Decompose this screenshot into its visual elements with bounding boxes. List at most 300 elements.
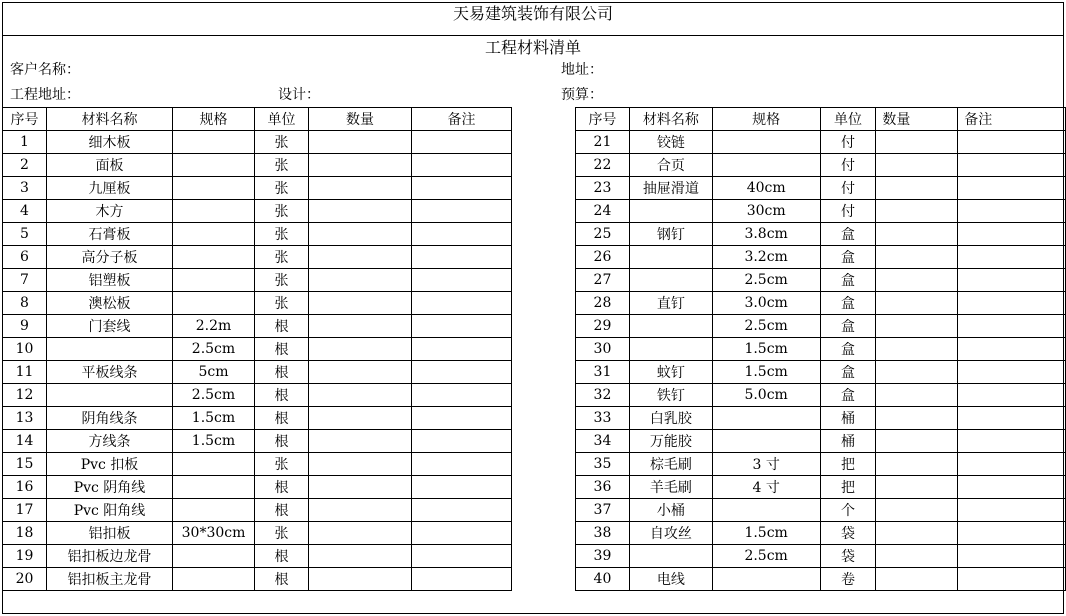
quantity-cell (309, 499, 412, 522)
material-spec (712, 568, 820, 591)
quantity-cell (876, 476, 958, 499)
remark-cell (958, 292, 1066, 315)
quantity-cell (876, 315, 958, 338)
table-row (3, 292, 512, 315)
remark-cell (412, 476, 512, 499)
remark-cell (958, 315, 1066, 338)
remark-cell (412, 361, 512, 384)
row-number: 8 (3, 292, 47, 315)
quantity-cell (309, 522, 412, 545)
header-remark: 备注 (412, 108, 512, 131)
material-unit: 个 (820, 499, 876, 522)
quantity-cell (876, 522, 958, 545)
remark-cell (958, 476, 1066, 499)
material-spec: 3.2cm (712, 246, 820, 269)
quantity-cell (876, 499, 958, 522)
row-number: 17 (3, 499, 47, 522)
remark-cell (412, 131, 512, 154)
row-number: 40 (576, 568, 630, 591)
row-number: 29 (576, 315, 630, 338)
quantity-cell (876, 338, 958, 361)
material-spec: 1.5cm (712, 361, 820, 384)
quantity-cell (309, 430, 412, 453)
row-number: 26 (576, 246, 630, 269)
material-spec (712, 430, 820, 453)
quantity-cell (309, 315, 412, 338)
quantity-cell (876, 361, 958, 384)
row-number: 22 (576, 154, 630, 177)
row-number: 39 (576, 545, 630, 568)
material-name (47, 384, 173, 407)
remark-cell (412, 338, 512, 361)
table-row (3, 384, 512, 407)
table-header-row (576, 108, 1066, 131)
remark-cell (412, 177, 512, 200)
row-number: 13 (3, 407, 47, 430)
material-unit: 把 (820, 453, 876, 476)
material-unit: 张 (255, 522, 309, 545)
row-number: 34 (576, 430, 630, 453)
table-row (576, 499, 1066, 522)
quantity-cell (876, 269, 958, 292)
table-row (576, 384, 1066, 407)
client-name-label: 客户名称： (10, 62, 80, 78)
material-spec: 2.5cm (173, 338, 255, 361)
row-number: 27 (576, 269, 630, 292)
remark-cell (412, 223, 512, 246)
material-unit: 根 (255, 476, 309, 499)
material-name: 羊毛刷 (629, 476, 712, 499)
quantity-cell (309, 453, 412, 476)
quantity-cell (876, 430, 958, 453)
quantity-cell (309, 177, 412, 200)
material-spec (173, 453, 255, 476)
material-spec: 3.0cm (712, 292, 820, 315)
material-unit: 盒 (820, 315, 876, 338)
row-number: 9 (3, 315, 47, 338)
header-spec: 规格 (173, 108, 255, 131)
remark-cell (958, 453, 1066, 476)
material-name: 抽屉滑道 (629, 177, 712, 200)
material-name: 电线 (629, 568, 712, 591)
table-row (3, 545, 512, 568)
remark-cell (958, 269, 1066, 292)
remark-cell (958, 200, 1066, 223)
quantity-cell (876, 407, 958, 430)
table-row (3, 453, 512, 476)
remark-cell (958, 499, 1066, 522)
material-unit: 根 (255, 430, 309, 453)
quantity-cell (309, 131, 412, 154)
material-name: 阴角线条 (47, 407, 173, 430)
table-row (576, 246, 1066, 269)
material-name: 钢钉 (629, 223, 712, 246)
table-header-row (3, 108, 512, 131)
table-row (3, 177, 512, 200)
row-number: 16 (3, 476, 47, 499)
remark-cell (958, 338, 1066, 361)
material-unit: 付 (820, 177, 876, 200)
material-spec: 2.5cm (712, 269, 820, 292)
remark-cell (412, 292, 512, 315)
material-name: 细木板 (47, 131, 173, 154)
table-row (3, 476, 512, 499)
table-row (3, 499, 512, 522)
material-unit: 付 (820, 200, 876, 223)
row-number: 33 (576, 407, 630, 430)
material-name (629, 269, 712, 292)
table-row (576, 568, 1066, 591)
remark-cell (958, 154, 1066, 177)
material-unit: 张 (255, 154, 309, 177)
quantity-cell (876, 545, 958, 568)
row-number: 12 (3, 384, 47, 407)
quantity-cell (309, 476, 412, 499)
quantity-cell (309, 384, 412, 407)
quantity-cell (876, 200, 958, 223)
material-unit: 把 (820, 476, 876, 499)
row-number: 25 (576, 223, 630, 246)
material-name: 澳松板 (47, 292, 173, 315)
material-unit: 张 (255, 246, 309, 269)
designer-label: 设计： (278, 87, 320, 103)
table-row (3, 522, 512, 545)
remark-cell (958, 568, 1066, 591)
material-spec: 3.8cm (712, 223, 820, 246)
quantity-cell (876, 223, 958, 246)
quantity-cell (309, 407, 412, 430)
remark-cell (958, 361, 1066, 384)
material-spec (173, 499, 255, 522)
quantity-cell (876, 292, 958, 315)
table-row (576, 361, 1066, 384)
row-number: 3 (3, 177, 47, 200)
material-spec (712, 499, 820, 522)
row-number: 1 (3, 131, 47, 154)
material-name: 小桶 (629, 499, 712, 522)
quantity-cell (309, 292, 412, 315)
quantity-cell (309, 568, 412, 591)
material-unit: 盒 (820, 223, 876, 246)
address-label: 地址： (561, 62, 603, 78)
material-spec (173, 177, 255, 200)
material-name (629, 338, 712, 361)
quantity-cell (309, 200, 412, 223)
material-spec (712, 131, 820, 154)
material-unit: 根 (255, 407, 309, 430)
row-number: 36 (576, 476, 630, 499)
table-row (576, 545, 1066, 568)
header-unit: 单位 (820, 108, 876, 131)
material-unit: 根 (255, 499, 309, 522)
material-name (629, 315, 712, 338)
remark-cell (958, 430, 1066, 453)
material-unit: 根 (255, 338, 309, 361)
material-name: 铝塑板 (47, 269, 173, 292)
material-unit: 盒 (820, 269, 876, 292)
quantity-cell (309, 545, 412, 568)
material-spec: 3 寸 (712, 453, 820, 476)
material-spec: 2.5cm (712, 545, 820, 568)
material-name: 方线条 (47, 430, 173, 453)
material-name: 合页 (629, 154, 712, 177)
material-unit: 根 (255, 545, 309, 568)
row-number: 38 (576, 522, 630, 545)
material-unit: 盒 (820, 384, 876, 407)
header-qty: 数量 (876, 108, 958, 131)
row-number: 23 (576, 177, 630, 200)
material-name: 棕毛刷 (629, 453, 712, 476)
table-row (576, 177, 1066, 200)
material-spec: 5.0cm (712, 384, 820, 407)
material-spec: 1.5cm (173, 407, 255, 430)
row-number: 6 (3, 246, 47, 269)
material-unit: 张 (255, 131, 309, 154)
row-number: 4 (3, 200, 47, 223)
material-spec (173, 246, 255, 269)
remark-cell (958, 131, 1066, 154)
row-number: 31 (576, 361, 630, 384)
remark-cell (412, 384, 512, 407)
remark-cell (958, 246, 1066, 269)
row-number: 24 (576, 200, 630, 223)
quantity-cell (876, 384, 958, 407)
quantity-cell (309, 269, 412, 292)
quantity-cell (309, 223, 412, 246)
table-row (3, 315, 512, 338)
row-number: 18 (3, 522, 47, 545)
material-unit: 张 (255, 269, 309, 292)
table-row (3, 154, 512, 177)
material-unit: 卷 (820, 568, 876, 591)
remark-cell (412, 246, 512, 269)
form-title: 工程材料清单 (484, 38, 581, 57)
material-name: Pvc 阳角线 (47, 499, 173, 522)
material-name: 蚊钉 (629, 361, 712, 384)
material-spec (173, 545, 255, 568)
material-unit: 袋 (820, 522, 876, 545)
quantity-cell (309, 338, 412, 361)
material-unit: 根 (255, 568, 309, 591)
table-row (3, 223, 512, 246)
quantity-cell (309, 154, 412, 177)
material-unit: 张 (255, 200, 309, 223)
row-number: 30 (576, 338, 630, 361)
remark-cell (412, 407, 512, 430)
table-row (576, 476, 1066, 499)
material-name: 平板线条 (47, 361, 173, 384)
material-unit: 桶 (820, 430, 876, 453)
row-number: 37 (576, 499, 630, 522)
material-name: 门套线 (47, 315, 173, 338)
table-row (3, 131, 512, 154)
table-row (576, 338, 1066, 361)
material-spec (173, 200, 255, 223)
quantity-cell (876, 246, 958, 269)
material-spec: 30*30cm (173, 522, 255, 545)
quantity-cell (876, 453, 958, 476)
material-unit: 盒 (820, 246, 876, 269)
quantity-cell (876, 177, 958, 200)
material-unit: 盒 (820, 361, 876, 384)
remark-cell (412, 154, 512, 177)
row-number: 14 (3, 430, 47, 453)
material-spec (173, 154, 255, 177)
materials-table-right (575, 107, 1066, 591)
header-no: 序号 (576, 108, 630, 131)
material-unit: 付 (820, 154, 876, 177)
material-spec: 2.5cm (712, 315, 820, 338)
row-number: 7 (3, 269, 47, 292)
table-row (576, 315, 1066, 338)
material-name: 铝扣板 (47, 522, 173, 545)
remark-cell (412, 269, 512, 292)
remark-cell (958, 177, 1066, 200)
company-name: 天易建筑装饰有限公司 (2, 2, 1064, 36)
material-name: 铝扣板边龙骨 (47, 545, 173, 568)
remark-cell (958, 522, 1066, 545)
row-number: 28 (576, 292, 630, 315)
material-name: 石膏板 (47, 223, 173, 246)
row-number: 35 (576, 453, 630, 476)
table-row (576, 292, 1066, 315)
remark-cell (412, 315, 512, 338)
material-name: 白乳胶 (629, 407, 712, 430)
budget-label: 预算： (561, 87, 603, 103)
remark-cell (958, 545, 1066, 568)
row-number: 5 (3, 223, 47, 246)
quantity-cell (876, 131, 958, 154)
material-spec: 40cm (712, 177, 820, 200)
material-spec (712, 407, 820, 430)
material-spec (173, 131, 255, 154)
table-row (576, 200, 1066, 223)
table-row (576, 131, 1066, 154)
material-unit: 袋 (820, 545, 876, 568)
material-unit: 张 (255, 177, 309, 200)
table-row (576, 453, 1066, 476)
table-row (576, 223, 1066, 246)
remark-cell (958, 407, 1066, 430)
table-row (576, 269, 1066, 292)
material-spec: 4 寸 (712, 476, 820, 499)
material-spec (712, 154, 820, 177)
header-remark: 备注 (958, 108, 1066, 131)
table-row (3, 407, 512, 430)
material-unit: 张 (255, 223, 309, 246)
material-unit: 桶 (820, 407, 876, 430)
table-row (3, 361, 512, 384)
row-number: 15 (3, 453, 47, 476)
material-spec: 1.5cm (173, 430, 255, 453)
material-unit: 盒 (820, 338, 876, 361)
site-address-label: 工程地址： (10, 87, 80, 103)
row-number: 19 (3, 545, 47, 568)
header-no: 序号 (3, 108, 47, 131)
table-row (3, 430, 512, 453)
table-row (576, 407, 1066, 430)
remark-cell (412, 522, 512, 545)
material-name (629, 200, 712, 223)
remark-cell (412, 453, 512, 476)
material-unit: 张 (255, 453, 309, 476)
material-spec (173, 269, 255, 292)
remark-cell (958, 223, 1066, 246)
material-name: 万能胶 (629, 430, 712, 453)
material-name: Pvc 阴角线 (47, 476, 173, 499)
material-name: 高分子板 (47, 246, 173, 269)
remark-cell (412, 568, 512, 591)
material-name (629, 545, 712, 568)
material-spec: 2.2m (173, 315, 255, 338)
material-name: 面板 (47, 154, 173, 177)
remark-cell (958, 384, 1066, 407)
remark-cell (412, 499, 512, 522)
material-spec (173, 476, 255, 499)
remark-cell (412, 545, 512, 568)
remark-cell (412, 430, 512, 453)
table-row (576, 154, 1066, 177)
quantity-cell (876, 154, 958, 177)
material-name: 九厘板 (47, 177, 173, 200)
material-spec (173, 223, 255, 246)
material-spec: 5cm (173, 361, 255, 384)
header-name: 材料名称 (629, 108, 712, 131)
material-spec: 2.5cm (173, 384, 255, 407)
quantity-cell (309, 361, 412, 384)
material-unit: 根 (255, 315, 309, 338)
material-spec: 1.5cm (712, 338, 820, 361)
table-row (3, 200, 512, 223)
table-row (576, 522, 1066, 545)
quantity-cell (309, 246, 412, 269)
material-name: 铰链 (629, 131, 712, 154)
table-row (3, 568, 512, 591)
table-row (3, 269, 512, 292)
material-unit: 根 (255, 361, 309, 384)
material-name: 铝扣板主龙骨 (47, 568, 173, 591)
material-name: 铁钉 (629, 384, 712, 407)
material-name: 直钉 (629, 292, 712, 315)
material-name (629, 246, 712, 269)
table-row (3, 246, 512, 269)
material-name: Pvc 扣板 (47, 453, 173, 476)
material-spec (173, 568, 255, 591)
material-unit: 付 (820, 131, 876, 154)
material-spec: 1.5cm (712, 522, 820, 545)
material-spec (173, 292, 255, 315)
quantity-cell (876, 568, 958, 591)
table-row (3, 338, 512, 361)
row-number: 10 (3, 338, 47, 361)
row-number: 21 (576, 131, 630, 154)
materials-table-left (2, 107, 512, 591)
material-unit: 张 (255, 292, 309, 315)
header-qty: 数量 (309, 108, 412, 131)
material-unit: 盒 (820, 292, 876, 315)
table-row (576, 430, 1066, 453)
material-name (47, 338, 173, 361)
row-number: 2 (3, 154, 47, 177)
header-name: 材料名称 (47, 108, 173, 131)
row-number: 32 (576, 384, 630, 407)
remark-cell (412, 200, 512, 223)
material-spec: 30cm (712, 200, 820, 223)
material-name: 木方 (47, 200, 173, 223)
material-name: 自攻丝 (629, 522, 712, 545)
header-spec: 规格 (712, 108, 820, 131)
row-number: 11 (3, 361, 47, 384)
